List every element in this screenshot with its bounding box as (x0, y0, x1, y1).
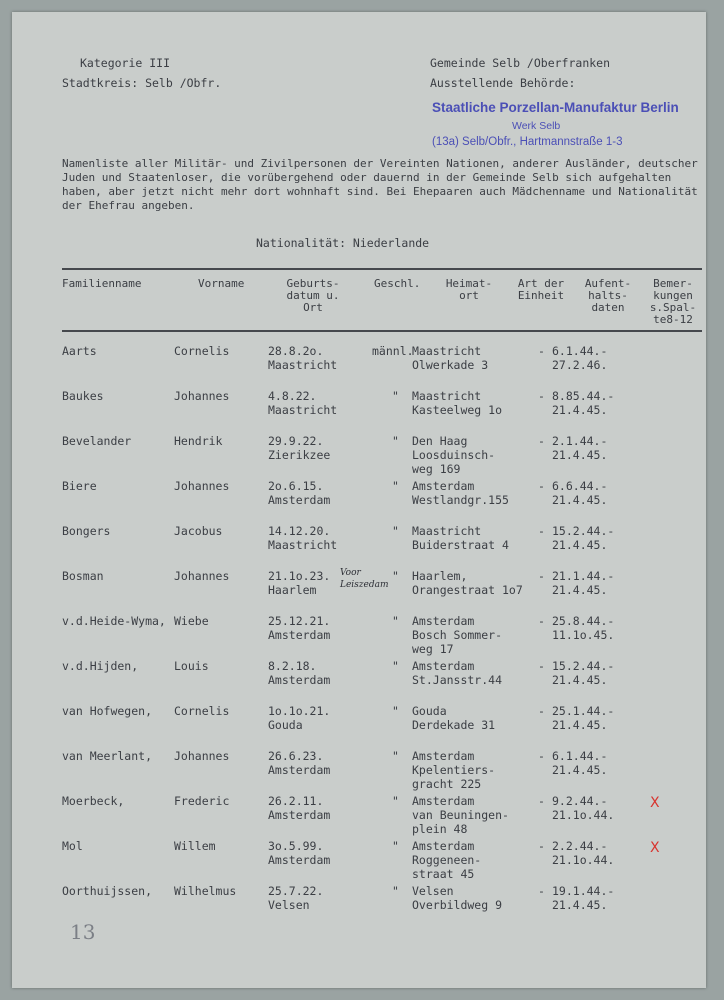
cell-aufenthalt: 6.1.44.- 21.4.45. (552, 749, 608, 777)
kategorie-label: Kategorie III (80, 56, 171, 70)
cell-einheit: - (538, 434, 545, 448)
cell-vorname: Frederic (174, 794, 230, 808)
table-row (12, 749, 706, 793)
page-number: 13 (70, 920, 96, 944)
cell-geschlecht: " (392, 659, 399, 673)
cell-heimatort: Velsen Overbildweg 9 (412, 884, 503, 912)
table-row (12, 794, 706, 838)
column-header-einheit: Art der Einheit (517, 277, 565, 302)
cell-geschlecht: " (392, 614, 399, 628)
table-row (12, 614, 706, 658)
cell-vorname: Louis (174, 659, 209, 673)
cell-vorname: Willem (174, 839, 216, 853)
cell-vorname: Jacobus (174, 524, 223, 538)
cell-vorname: Wiebe (174, 614, 209, 628)
cell-vorname: Johannes (174, 389, 230, 403)
cell-heimatort: Maastricht Buiderstraat 4 (412, 524, 509, 552)
cell-geburt: 3o.5.99. Amsterdam (268, 839, 331, 867)
table-header-rule (62, 330, 702, 332)
cell-heimatort: Amsterdam van Beuningen- plein 48 (412, 794, 509, 836)
cell-geschlecht: " (392, 794, 399, 808)
cell-geschlecht: " (392, 839, 399, 853)
cell-heimatort: Gouda Derdekade 31 (412, 704, 496, 732)
handwritten-note: Voor Leiszedam (340, 568, 389, 590)
cell-geburt: 21.1o.23. Haarlem (268, 569, 331, 597)
cell-vorname: Johannes (174, 479, 230, 493)
table-row (12, 434, 706, 478)
table-top-rule (62, 268, 702, 270)
cell-geburt: 2o.6.15. Amsterdam (268, 479, 331, 507)
stamp-line-3: (13a) Selb/Obfr., Hartmannstraße 1-3 (432, 136, 623, 148)
cell-geschlecht: " (392, 479, 399, 493)
cell-aufenthalt: 6.1.44.- 27.2.46. (552, 344, 608, 372)
cell-heimatort: Amsterdam Westlandgr.155 (412, 479, 509, 507)
cell-geburt: 25.12.21. Amsterdam (268, 614, 331, 642)
cell-familienname: Biere (62, 479, 97, 493)
cell-einheit: - (538, 704, 545, 718)
cell-geburt: 4.8.22. Maastricht (268, 389, 338, 417)
intro-paragraph: Namenliste aller Militär- und Zivilpersonen der Vereinten Nationen, anderer Ausländer, deutscher Juden und Staatenloser, die vorübergehend oder dauernd in der Gemeinde Selb sich aufgehalten haben, aber jetzt nicht mehr dort wohnhaft sind. Bei Ehepaaren auch Mädchenname und Nationalität der Ehefrau angeben. (62, 157, 698, 212)
cell-heimatort: Amsterdam St.Jansstr.44 (412, 659, 503, 687)
column-header-bemerkungen: Bemer- kungen s.Spal- te8-12 (649, 277, 697, 326)
table-row (12, 884, 706, 928)
table-row (12, 839, 706, 883)
table-row (12, 524, 706, 568)
cell-vorname: Wilhelmus (174, 884, 237, 898)
stamp-line-2: Werk Selb (512, 120, 561, 132)
cell-aufenthalt: 2.2.44.- 21.1o.44. (552, 839, 615, 867)
cell-einheit: - (538, 344, 545, 358)
column-header-aufenthalt: Aufent- halts- daten (584, 277, 632, 314)
cell-familienname: Bevelander (62, 434, 132, 448)
red-x-mark: X (650, 840, 660, 856)
cell-geschlecht: " (392, 749, 399, 763)
cell-einheit: - (538, 614, 545, 628)
cell-geburt: 14.12.20. Maastricht (268, 524, 338, 552)
cell-geburt: 1o.1o.21. Gouda (268, 704, 331, 732)
table-row (12, 389, 706, 433)
cell-geburt: 26.6.23. Amsterdam (268, 749, 331, 777)
column-header-heimatort: Heimat- ort (445, 277, 493, 302)
cell-geburt: 8.2.18. Amsterdam (268, 659, 331, 687)
cell-familienname: Baukes (62, 389, 104, 403)
red-x-mark: X (650, 795, 660, 811)
cell-geburt: 25.7.22. Velsen (268, 884, 324, 912)
cell-heimatort: Amsterdam Bosch Sommer- weg 17 (412, 614, 503, 656)
cell-aufenthalt: 2.1.44.- 21.4.45. (552, 434, 608, 462)
cell-aufenthalt: 19.1.44.- 21.4.45. (552, 884, 615, 912)
cell-heimatort: Den Haag Loosduinsch- weg 169 (412, 434, 496, 476)
cell-familienname: v.d.Hijden, (62, 659, 139, 673)
table-row (12, 479, 706, 523)
cell-geburt: 26.2.11. Amsterdam (268, 794, 331, 822)
cell-einheit: - (538, 569, 545, 583)
cell-heimatort: Amsterdam Kpelentiers- gracht 225 (412, 749, 496, 791)
behoerde-label: Ausstellende Behörde: (430, 76, 576, 90)
cell-vorname: Cornelis (174, 344, 230, 358)
cell-familienname: van Meerlant, (62, 749, 153, 763)
cell-heimatort: Haarlem, Orangestraat 1o7 (412, 569, 523, 597)
cell-vorname: Johannes (174, 569, 230, 583)
cell-heimatort: Maastricht Kasteelweg 1o (412, 389, 503, 417)
cell-familienname: van Hofwegen, (62, 704, 153, 718)
column-header-familienname: Familienname (62, 277, 142, 290)
cell-familienname: Aarts (62, 344, 97, 358)
cell-aufenthalt: 15.2.44.- 21.4.45. (552, 659, 615, 687)
cell-geschlecht: " (392, 389, 399, 403)
cell-geschlecht: " (392, 884, 399, 898)
cell-einheit: - (538, 659, 545, 673)
cell-aufenthalt: 6.6.44.- 21.4.45. (552, 479, 608, 507)
cell-vorname: Hendrik (174, 434, 223, 448)
cell-familienname: Mol (62, 839, 83, 853)
cell-aufenthalt: 25.8.44.- 11.1o.45. (552, 614, 615, 642)
stadtkreis-label: Stadtkreis: Selb /Obfr. (62, 76, 222, 90)
cell-einheit: - (538, 839, 545, 853)
cell-familienname: Bongers (62, 524, 111, 538)
stamp-line-1: Staatliche Porzellan-Manufaktur Berlin (432, 100, 679, 115)
table-row (12, 569, 706, 613)
cell-familienname: Bosman (62, 569, 104, 583)
nationality-label: Nationalität: Niederlande (256, 236, 430, 250)
cell-familienname: v.d.Heide-Wyma, (62, 614, 166, 628)
cell-heimatort: Amsterdam Roggeneen- straat 45 (412, 839, 482, 881)
cell-vorname: Cornelis (174, 704, 230, 718)
cell-aufenthalt: 9.2.44.- 21.1o.44. (552, 794, 615, 822)
cell-aufenthalt: 8.85.44.- 21.4.45. (552, 389, 615, 417)
cell-familienname: Moerbeck, (62, 794, 125, 808)
cell-einheit: - (538, 749, 545, 763)
cell-vorname: Johannes (174, 749, 230, 763)
cell-aufenthalt: 21.1.44.- 21.4.45. (552, 569, 615, 597)
cell-heimatort: Maastricht Olwerkade 3 (412, 344, 489, 372)
cell-familienname: Oorthuijssen, (62, 884, 153, 898)
cell-einheit: - (538, 479, 545, 493)
cell-aufenthalt: 25.1.44.- 21.4.45. (552, 704, 615, 732)
cell-einheit: - (538, 389, 545, 403)
column-header-geburt: Geburts- datum u. Ort (286, 277, 340, 314)
gemeinde-label: Gemeinde Selb /Oberfranken (430, 56, 611, 70)
cell-aufenthalt: 15.2.44.- 21.4.45. (552, 524, 615, 552)
cell-einheit: - (538, 884, 545, 898)
column-header-geschlecht: Geschl. (374, 277, 421, 290)
cell-geburt: 29.9.22. Zierikzee (268, 434, 331, 462)
cell-einheit: - (538, 524, 545, 538)
column-header-vorname: Vorname (198, 277, 245, 290)
cell-geschlecht: " (392, 524, 399, 538)
cell-geburt: 28.8.2o. Maastricht (268, 344, 338, 372)
document-sheet (12, 12, 706, 988)
cell-geschlecht: " (392, 569, 399, 583)
cell-geschlecht: männl. (372, 344, 414, 358)
table-row (12, 344, 706, 388)
table-row (12, 704, 706, 748)
cell-einheit: - (538, 794, 545, 808)
cell-geschlecht: " (392, 704, 399, 718)
cell-geschlecht: " (392, 434, 399, 448)
table-row (12, 659, 706, 703)
